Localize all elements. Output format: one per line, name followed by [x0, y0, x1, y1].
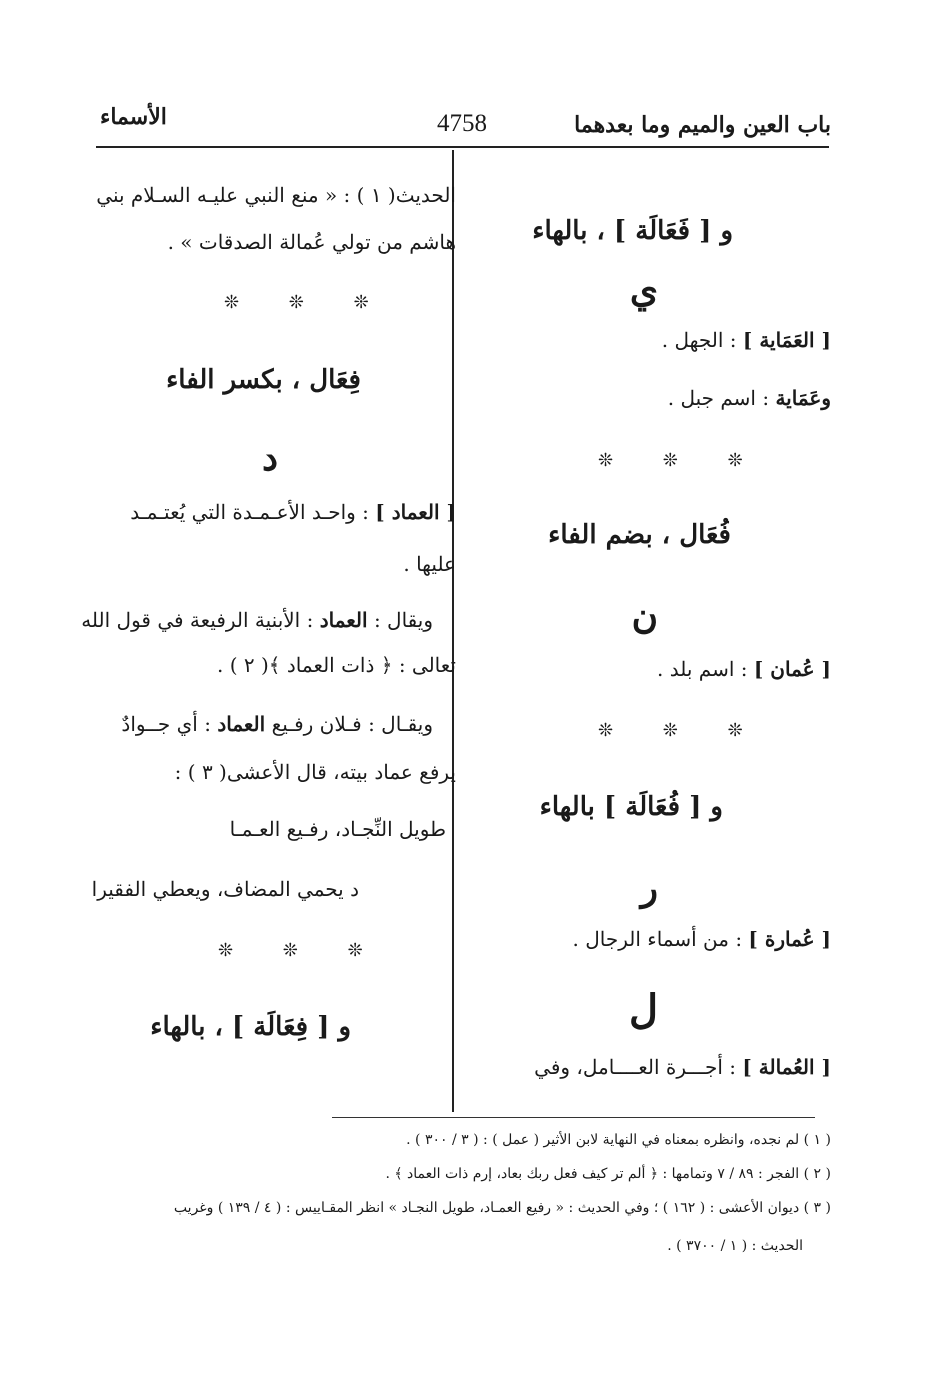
- entry-omala-headword: [ العُمالة ]: [742, 1055, 831, 1079]
- entry-omara-definition: : من أسماء الرجال .: [572, 927, 743, 951]
- entry-imad-line-1: [130, 500, 456, 524]
- entry-rafi-imad-headword: العماد: [217, 712, 266, 736]
- entry-omala: [534, 1055, 831, 1079]
- entry-imad-definition: : واحـد الأعـمـدة التي يُعتـمـد: [130, 500, 369, 524]
- entry-imad-quran-headword: العماد: [319, 608, 368, 632]
- letter-ra: ر: [640, 867, 658, 909]
- entry-oman-definition: : اسم بلد .: [657, 657, 748, 681]
- footnote-3: ( ٣ ) ديوان الأعشى : ( ١٦٢ ) ؛ وفي الحديث : « رفيع العمـاد، طويل النجـاد » انظر المقـاييس : ( ٤ / ١٣٩ ) وغريب: [173, 1200, 831, 1216]
- heading-fiaal: فِعَال ، بكسر الفاء: [166, 365, 361, 395]
- entry-imad-quran-lead: ويقال :: [373, 608, 433, 632]
- entry-amaya: [662, 328, 831, 352]
- entry-amaya-definition: : الجهل .: [661, 328, 737, 352]
- letter-nun: ن: [631, 595, 658, 637]
- footnote-1: ( ١ ) لم نجده، وانظره بمعناه في النهاية لابن الأثير ( عمل ) : ( ٣ / ٣٠٠ ) .: [406, 1132, 831, 1148]
- section-separator: ❊ ❊ ❊: [598, 720, 765, 741]
- footnote-2: ( ٢ ) الفجر : ٨٩ / ٧ وتمامها : ﴿ ألم تر كيف فعل ربك بعاد، إرم ذات العماد ﴾ .: [385, 1166, 831, 1182]
- heading-fiaala: و [ فِعَالَة ] ، بالهاء: [150, 1012, 351, 1042]
- page-number: 4758: [437, 110, 487, 137]
- hadith-line-2: هاشم من تولي عُمالة الصدقات » .: [167, 230, 456, 254]
- section-separator: ❊ ❊ ❊: [598, 450, 765, 471]
- entry-rafi-imad-line-1: [121, 712, 433, 736]
- header-rule: [96, 146, 829, 148]
- letter-lam: ل: [628, 986, 658, 1033]
- entry-imad-headword: [ العماد ]: [375, 500, 456, 524]
- section-title: الأسماء: [100, 104, 167, 130]
- entry-amaya-headword: [ العَمَاية ]: [742, 328, 831, 352]
- entry-amaya-mountain: [668, 386, 831, 410]
- footnote-3-continued: الحديث : ( ١ / ٣٧٠٠ ) .: [667, 1238, 803, 1254]
- entry-oman-headword: [ عُمان ]: [753, 657, 831, 681]
- letter-ya: ي: [629, 269, 658, 311]
- section-separator: ❊ ❊ ❊: [218, 940, 385, 961]
- entry-rafi-imad-line-2: يرفع عماد بيته، قال الأعشى( ٣ ) :: [174, 760, 456, 784]
- entry-rafi-imad-lead: ويقـال : فـلان رفـيع: [271, 712, 433, 736]
- entry-imad-line-2: عليها .: [403, 552, 456, 576]
- entry-omala-definition: : أجـــرة العــــامل، وفي: [534, 1055, 737, 1079]
- entry-omara-headword: [ عُمارة ]: [748, 927, 831, 951]
- hadith-line-1: الحديث( ١ ) : « منع النبي عليـه السـلام بني: [96, 183, 456, 207]
- entry-oman: [657, 657, 831, 681]
- entry-amaya-mountain-definition: : اسم جبل .: [667, 386, 770, 410]
- entry-imad-quran-definition: : الأبنية الرفيعة في قول الله: [81, 608, 314, 632]
- heading-faala-bil-ha: و [ فَعَالَة ] ، بالهاء: [532, 216, 733, 246]
- verse-line-2: د يحمي المضاف، ويعطي الفقيرا: [91, 877, 359, 901]
- chapter-title: باب العين والميم وما بعدهما: [574, 112, 831, 138]
- verse-line-1: طويل النِّجـاد، رفـيع العـمـا: [229, 817, 446, 841]
- heading-fuaal: فُعَال ، بضم الفاء: [548, 520, 731, 550]
- column-divider: [452, 150, 454, 1112]
- entry-imad-quran-line-1: [81, 608, 433, 632]
- section-separator: ❊ ❊ ❊: [224, 292, 391, 313]
- letter-dal: د: [261, 437, 278, 479]
- entry-amaya-mountain-headword: وعَمَاية: [775, 386, 831, 410]
- entry-imad-quran-line-2: تعالى : ﴿ ذات العماد ﴾( ٢ ) .: [217, 653, 456, 677]
- footnote-rule: [332, 1117, 815, 1118]
- entry-omara: [573, 927, 831, 951]
- heading-fuaala: و [ فُعَالَة ] بالهاء: [539, 792, 723, 822]
- entry-rafi-imad-definition: : أي جــوادٌ: [121, 712, 211, 736]
